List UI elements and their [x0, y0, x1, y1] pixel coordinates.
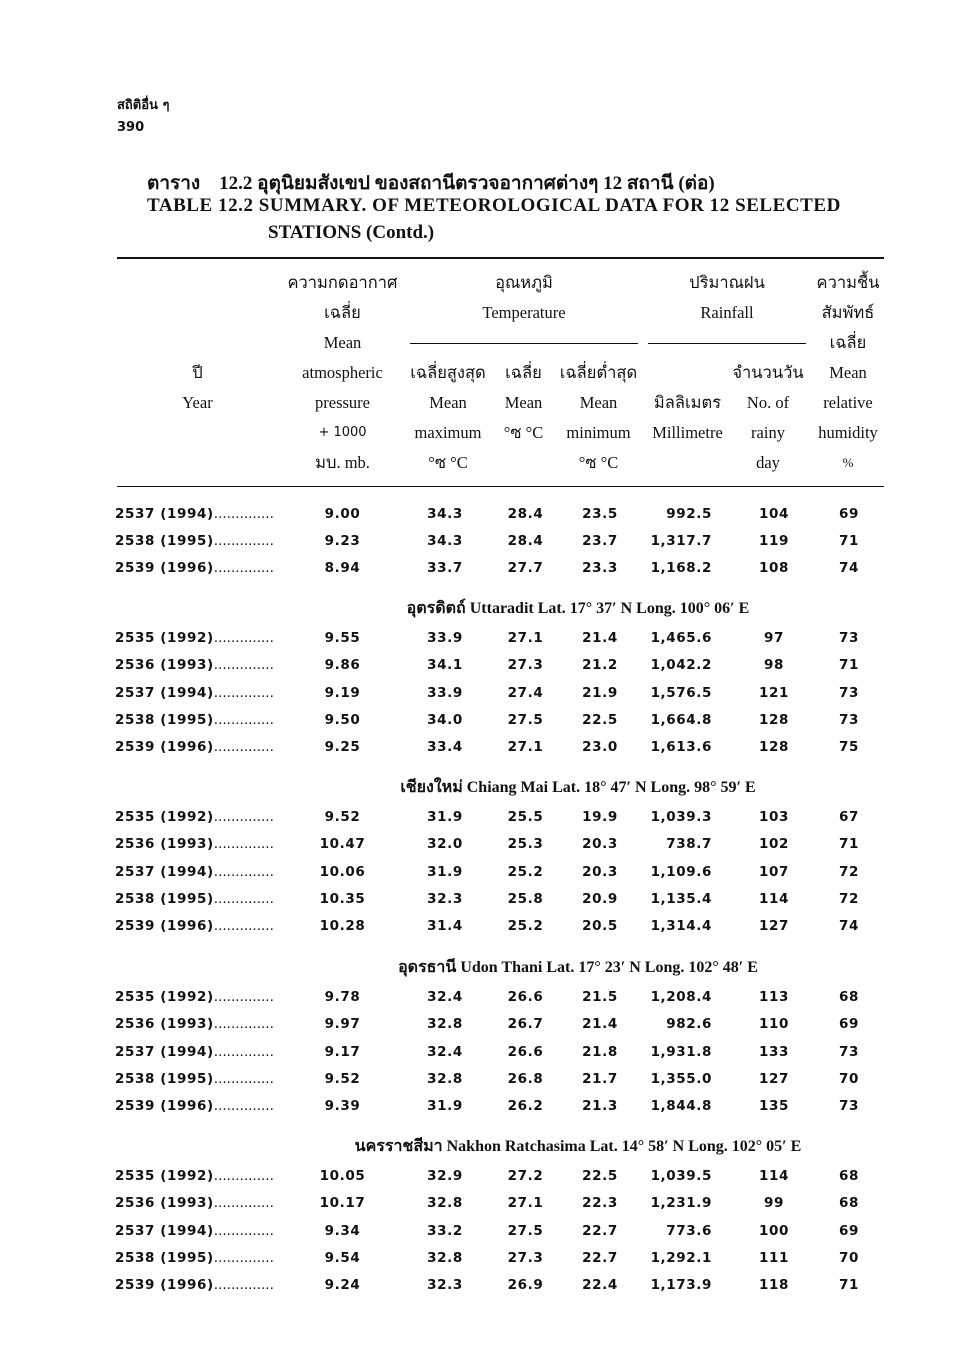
rainy-days-cell: 135 [759, 1098, 789, 1115]
pressure-cell: 9.54 [324, 1249, 361, 1266]
min-temp-cell: 21.8 [582, 1043, 618, 1060]
rainfall-mm-cell: 982.6 [666, 1016, 712, 1033]
max-temp-cell: 32.0 [427, 836, 463, 853]
year-label: 2536 (1993) [115, 836, 214, 853]
min-temp-cell: 22.5 [582, 1168, 618, 1184]
pressure-cell: 9.17 [324, 1043, 361, 1060]
rainy-days-cell: 99 [764, 1195, 784, 1212]
title-thai-prefix: ตาราง [147, 173, 201, 194]
year-cell [115, 501, 285, 528]
pressure-cell: 10.47 [319, 836, 366, 853]
min-temp-cell: 21.5 [582, 989, 618, 1005]
table-row [0, 1218, 966, 1245]
year-label: 2538 (1995) [115, 890, 214, 907]
humidity-cell: 68 [839, 1195, 859, 1212]
min-temp-cell: 22.5 [582, 711, 618, 728]
max-temp-cell: 31.4 [427, 918, 463, 935]
rainfall-mm-cell: 773.6 [666, 1222, 712, 1239]
table-row [0, 555, 966, 582]
year-cell [115, 1039, 285, 1066]
year-cell [115, 984, 285, 1011]
mean-temp-cell: 27.5 [507, 1222, 544, 1239]
rainfall-mm-cell: 738.7 [666, 836, 712, 853]
page-number: 390 [117, 120, 145, 135]
table-title-english-line1: TABLE 12.2 SUMMARY. OF METEOROLOGICAL DATA FOR 12 SELECTED [147, 195, 841, 216]
min-temp-cell: 22.3 [582, 1195, 618, 1212]
header-bottom-rule [117, 486, 884, 487]
leader-dots: .............. [213, 1195, 274, 1212]
mean-temp-cell: 28.4 [507, 506, 544, 522]
rainfall-group-rule [648, 343, 806, 344]
header-mean-temp: เฉลี่ย Mean °ซ °C [503, 363, 544, 442]
min-temp-cell: 21.3 [582, 1098, 618, 1115]
min-temp-cell: 22.7 [582, 1222, 618, 1239]
year-label: 2538 (1995) [115, 1249, 214, 1266]
rainy-days-cell: 128 [759, 711, 789, 728]
humidity-cell: 68 [839, 1168, 859, 1184]
humidity-cell: 69 [839, 1016, 859, 1033]
leader-dots: .............. [213, 684, 274, 701]
mean-temp-cell: 25.2 [507, 863, 544, 880]
leader-dots: .............. [213, 1249, 274, 1266]
max-temp-cell: 32.4 [427, 1043, 463, 1060]
leader-dots: .............. [213, 1277, 274, 1294]
humidity-cell: 73 [839, 1098, 859, 1115]
table-row [0, 501, 966, 528]
table-row [0, 1190, 966, 1217]
year-cell [115, 1190, 285, 1217]
header-rainy-days: จำนวนวัน No. of rainy day [732, 363, 804, 472]
table-title-english-line2: STATIONS (Contd.) [268, 222, 435, 243]
leader-dots: .............. [213, 989, 274, 1005]
pressure-cell: 9.97 [324, 1016, 361, 1033]
pressure-cell: 10.17 [319, 1195, 366, 1212]
table-row [0, 984, 966, 1011]
min-temp-cell: 20.3 [582, 836, 618, 853]
humidity-cell: 68 [839, 989, 859, 1005]
rainy-days-cell: 102 [759, 836, 789, 853]
table-row [0, 1093, 966, 1120]
rainy-days-cell: 114 [759, 890, 789, 907]
leader-dots: .............. [213, 560, 274, 577]
leader-dots: .............. [213, 739, 274, 756]
year-label: 2539 (1996) [115, 1277, 214, 1294]
mean-temp-cell: 26.7 [507, 1016, 544, 1033]
pressure-cell: 9.19 [324, 684, 361, 701]
rainy-days-cell: 113 [759, 989, 789, 1005]
table-row [0, 804, 966, 831]
year-cell [115, 528, 285, 555]
min-temp-cell: 21.7 [582, 1070, 618, 1087]
header-pressure: ความกดอากาศ เฉลี่ย Mean atmospheric pressure + 1000 มบ. mb. [287, 273, 398, 472]
pressure-cell: 9.34 [324, 1222, 361, 1239]
running-head-section: สถิติอื่น ๆ [117, 98, 170, 113]
humidity-cell: 74 [839, 560, 859, 577]
year-cell [115, 555, 285, 582]
year-label: 2537 (1994) [115, 684, 214, 701]
year-cell [115, 707, 285, 734]
leader-dots: .............. [213, 630, 274, 646]
pressure-cell: 9.52 [324, 1070, 361, 1087]
station-heading: นครราชสีมา Nakhon Ratchasima Lat. 14° 58′ N Long. 102° 05′ E [354, 1138, 802, 1155]
leader-dots: .............. [213, 711, 274, 728]
humidity-cell: 73 [839, 711, 859, 728]
year-cell [115, 734, 285, 761]
mean-temp-cell: 27.1 [507, 1195, 544, 1212]
rainfall-mm-cell: 1,208.4 [650, 989, 712, 1005]
year-label: 2536 (1993) [115, 1016, 214, 1033]
table-row [0, 913, 966, 940]
rainfall-mm-cell: 1,664.8 [650, 711, 712, 728]
rainy-days-cell: 108 [759, 560, 789, 577]
rainy-days-cell: 111 [759, 1249, 789, 1266]
year-cell [115, 1163, 285, 1190]
pressure-cell: 9.50 [324, 711, 361, 728]
year-label: 2537 (1994) [115, 1222, 214, 1239]
min-temp-cell: 21.4 [582, 1016, 618, 1033]
humidity-cell: 72 [839, 863, 859, 880]
max-temp-cell: 32.8 [427, 1070, 463, 1087]
year-cell [115, 1066, 285, 1093]
max-temp-cell: 34.3 [427, 533, 463, 550]
max-temp-cell: 34.1 [427, 657, 463, 674]
table-top-rule [117, 257, 884, 259]
max-temp-cell: 32.8 [427, 1249, 463, 1266]
mean-temp-cell: 27.1 [507, 739, 544, 756]
rainy-days-cell: 127 [759, 1070, 789, 1087]
max-temp-cell: 33.4 [427, 739, 463, 756]
year-label: 2538 (1995) [115, 1070, 214, 1087]
min-temp-cell: 21.4 [582, 630, 618, 646]
table-title-thai [147, 168, 715, 198]
humidity-cell: 69 [839, 506, 859, 522]
mean-temp-cell: 27.1 [507, 630, 544, 646]
leader-dots: .............. [213, 1043, 274, 1060]
humidity-cell: 70 [839, 1249, 859, 1266]
min-temp-cell: 20.9 [582, 890, 618, 907]
min-temp-cell: 22.7 [582, 1249, 618, 1266]
mean-temp-cell: 25.5 [507, 809, 544, 825]
max-temp-cell: 31.9 [427, 809, 463, 825]
max-temp-cell: 32.3 [427, 890, 463, 907]
pressure-cell: 8.94 [324, 560, 361, 577]
leader-dots: .............. [213, 863, 274, 880]
mean-temp-cell: 27.3 [507, 1249, 544, 1266]
min-temp-cell: 23.0 [582, 739, 618, 756]
header-humidity: ความชื้น สัมพัทธ์ เฉลี่ย Mean relative humidity % [816, 273, 880, 470]
humidity-cell: 72 [839, 890, 859, 907]
leader-dots: .............. [213, 1168, 274, 1184]
rainy-days-cell: 98 [764, 657, 784, 674]
rainy-days-cell: 133 [759, 1043, 789, 1060]
year-cell [115, 625, 285, 652]
year-label: 2536 (1993) [115, 1195, 214, 1212]
leader-dots: .............. [213, 890, 274, 907]
min-temp-cell: 21.2 [582, 657, 618, 674]
rainfall-mm-cell: 1,355.0 [650, 1070, 712, 1087]
table-row [0, 680, 966, 707]
min-temp-cell: 19.9 [582, 809, 618, 825]
header-min-temp: เฉลี่ยต่ำสุด Mean minimum °ซ °C [559, 363, 638, 472]
pressure-cell: 10.35 [319, 890, 366, 907]
title-thai-text: 12.2 อุตุนิยมสังเขป ของสถานีตรวจอากาศต่างๆ 12 สถานี (ต่อ) [219, 173, 715, 194]
leader-dots: .............. [213, 1222, 274, 1239]
rainy-days-cell: 107 [759, 863, 789, 880]
min-temp-cell: 20.5 [582, 918, 618, 935]
pressure-cell: 10.05 [319, 1168, 366, 1184]
rainfall-mm-cell: 1,173.9 [650, 1277, 712, 1294]
rainy-days-cell: 118 [759, 1277, 789, 1294]
table-row [0, 1039, 966, 1066]
rainfall-mm-cell: 992.5 [666, 506, 712, 522]
humidity-cell: 69 [839, 1222, 859, 1239]
pressure-cell: 10.06 [319, 863, 366, 880]
leader-dots: .............. [213, 809, 274, 825]
table-row [0, 886, 966, 913]
max-temp-cell: 31.9 [427, 1098, 463, 1115]
rainfall-mm-cell: 1,039.5 [650, 1168, 712, 1184]
humidity-cell: 71 [839, 1277, 859, 1294]
mean-temp-cell: 26.6 [507, 989, 544, 1005]
table-row [0, 1272, 966, 1299]
mean-temp-cell: 28.4 [507, 533, 544, 550]
table-row [0, 652, 966, 679]
rainfall-mm-cell: 1,317.7 [650, 533, 712, 550]
rainy-days-cell: 104 [759, 506, 789, 522]
year-cell [115, 1245, 285, 1272]
rainfall-mm-cell: 1,109.6 [650, 863, 712, 880]
station-heading: อุดรธานี Udon Thani Lat. 17° 23′ N Long. 102° 48′ E [398, 959, 758, 976]
header-millimetre: มิลลิเมตร Millimetre [652, 393, 723, 442]
temperature-group-rule [410, 343, 638, 344]
rainfall-mm-cell: 1,844.8 [650, 1098, 712, 1115]
header-rainfall-group: ปริมาณฝน Rainfall [689, 273, 765, 322]
pressure-cell: 9.00 [324, 506, 361, 522]
rainy-days-cell: 103 [759, 809, 789, 825]
mean-temp-cell: 27.3 [507, 657, 544, 674]
year-cell [115, 804, 285, 831]
pressure-cell: 9.86 [324, 657, 361, 674]
rainfall-mm-cell: 1,039.3 [650, 809, 712, 825]
header-year: ปี Year [182, 363, 213, 412]
rainy-days-cell: 110 [759, 1016, 789, 1033]
max-temp-cell: 32.8 [427, 1016, 463, 1033]
leader-dots: .............. [213, 1070, 274, 1087]
mean-temp-cell: 26.2 [507, 1098, 544, 1115]
year-cell [115, 1093, 285, 1120]
table-row [0, 1011, 966, 1038]
humidity-cell: 71 [839, 533, 859, 550]
year-label: 2539 (1996) [115, 560, 214, 577]
rainfall-mm-cell: 1,931.8 [650, 1043, 712, 1060]
year-label: 2537 (1994) [115, 506, 214, 522]
humidity-cell: 73 [839, 684, 859, 701]
year-cell [115, 680, 285, 707]
min-temp-cell: 21.9 [582, 684, 618, 701]
mean-temp-cell: 25.2 [507, 918, 544, 935]
max-temp-cell: 33.9 [427, 630, 463, 646]
table-row [0, 707, 966, 734]
pressure-cell: 9.55 [324, 630, 361, 646]
min-temp-cell: 23.3 [582, 560, 618, 577]
rainy-days-cell: 127 [759, 918, 789, 935]
year-label: 2539 (1996) [115, 1098, 214, 1115]
max-temp-cell: 32.4 [427, 989, 463, 1005]
year-label: 2536 (1993) [115, 657, 214, 674]
max-temp-cell: 33.9 [427, 684, 463, 701]
year-cell [115, 831, 285, 858]
year-label: 2535 (1992) [115, 630, 214, 646]
max-temp-cell: 31.9 [427, 863, 463, 880]
rainy-days-cell: 97 [764, 630, 784, 646]
table-row [0, 528, 966, 555]
year-label: 2537 (1994) [115, 863, 214, 880]
humidity-cell: 67 [839, 809, 859, 825]
humidity-cell: 71 [839, 836, 859, 853]
rainy-days-cell: 100 [759, 1222, 789, 1239]
year-label: 2539 (1996) [115, 918, 214, 935]
max-temp-cell: 34.0 [427, 711, 463, 728]
year-label: 2538 (1995) [115, 533, 214, 550]
min-temp-cell: 23.5 [582, 506, 618, 522]
rainfall-mm-cell: 1,465.6 [650, 630, 712, 646]
table-row [0, 625, 966, 652]
rainfall-mm-cell: 1,042.2 [650, 657, 712, 674]
header-max-temp: เฉลี่ยสูงสุด Mean maximum °ซ °C [410, 363, 486, 472]
max-temp-cell: 33.7 [427, 560, 463, 577]
table-row [0, 1245, 966, 1272]
leader-dots: .............. [213, 506, 274, 522]
year-label: 2537 (1994) [115, 1043, 214, 1060]
year-cell [115, 859, 285, 886]
leader-dots: .............. [213, 657, 274, 674]
humidity-cell: 71 [839, 657, 859, 674]
year-cell [115, 1272, 285, 1299]
rainfall-mm-cell: 1,168.2 [650, 560, 712, 577]
rainy-days-cell: 128 [759, 739, 789, 756]
year-cell [115, 1218, 285, 1245]
year-cell [115, 1011, 285, 1038]
mean-temp-cell: 27.4 [507, 684, 544, 701]
rainfall-mm-cell: 1,314.4 [650, 918, 712, 935]
humidity-cell: 74 [839, 918, 859, 935]
max-temp-cell: 33.2 [427, 1222, 463, 1239]
max-temp-cell: 34.3 [427, 506, 463, 522]
mean-temp-cell: 25.3 [507, 836, 544, 853]
year-cell [115, 652, 285, 679]
rainy-days-cell: 114 [759, 1168, 789, 1184]
pressure-cell: 9.24 [324, 1277, 361, 1294]
rainfall-mm-cell: 1,135.4 [650, 890, 712, 907]
year-label: 2539 (1996) [115, 739, 214, 756]
rainfall-mm-cell: 1,576.5 [650, 684, 712, 701]
mean-temp-cell: 26.9 [507, 1277, 544, 1294]
year-label: 2538 (1995) [115, 711, 214, 728]
rainfall-mm-cell: 1,231.9 [650, 1195, 712, 1212]
mean-temp-cell: 26.8 [507, 1070, 544, 1087]
table-row [0, 734, 966, 761]
year-label: 2535 (1992) [115, 989, 214, 1005]
year-cell [115, 913, 285, 940]
mean-temp-cell: 26.6 [507, 1043, 544, 1060]
mean-temp-cell: 27.2 [507, 1168, 544, 1184]
min-temp-cell: 20.3 [582, 863, 618, 880]
station-heading: เชียงใหม่ Chiang Mai Lat. 18° 47′ N Long. 98° 59′ E [400, 779, 756, 796]
leader-dots: .............. [213, 1098, 274, 1115]
pressure-cell: 9.25 [324, 739, 361, 756]
table-row [0, 1066, 966, 1093]
leader-dots: .............. [213, 1016, 274, 1033]
humidity-cell: 75 [839, 739, 859, 756]
rainy-days-cell: 121 [759, 684, 789, 701]
table-row [0, 831, 966, 858]
rainy-days-cell: 119 [759, 533, 789, 550]
min-temp-cell: 22.4 [582, 1277, 618, 1294]
pressure-cell: 10.28 [319, 918, 366, 935]
max-temp-cell: 32.3 [427, 1277, 463, 1294]
pressure-cell: 9.52 [324, 809, 361, 825]
max-temp-cell: 32.9 [427, 1168, 463, 1184]
humidity-cell: 73 [839, 1043, 859, 1060]
pressure-cell: 9.23 [324, 533, 361, 550]
table-row [0, 1163, 966, 1190]
pressure-cell: 9.39 [324, 1098, 361, 1115]
leader-dots: .............. [213, 836, 274, 853]
max-temp-cell: 32.8 [427, 1195, 463, 1212]
pressure-cell: 9.78 [324, 989, 361, 1005]
table-row [0, 859, 966, 886]
humidity-cell: 70 [839, 1070, 859, 1087]
mean-temp-cell: 27.5 [507, 711, 544, 728]
leader-dots: .............. [213, 533, 274, 550]
min-temp-cell: 23.7 [582, 533, 618, 550]
year-label: 2535 (1992) [115, 1168, 214, 1184]
station-heading: อุตรดิตถ์ Uttaradit Lat. 17° 37′ N Long. 100° 06′ E [406, 600, 750, 617]
year-cell [115, 886, 285, 913]
leader-dots: .............. [213, 918, 274, 935]
rainfall-mm-cell: 1,613.6 [650, 739, 712, 756]
mean-temp-cell: 27.7 [507, 560, 544, 577]
header-temperature-group: อุณหภูมิ Temperature [482, 273, 566, 322]
year-label: 2535 (1992) [115, 809, 214, 825]
rainfall-mm-cell: 1,292.1 [650, 1249, 712, 1266]
mean-temp-cell: 25.8 [507, 890, 544, 907]
humidity-cell: 73 [839, 630, 859, 646]
